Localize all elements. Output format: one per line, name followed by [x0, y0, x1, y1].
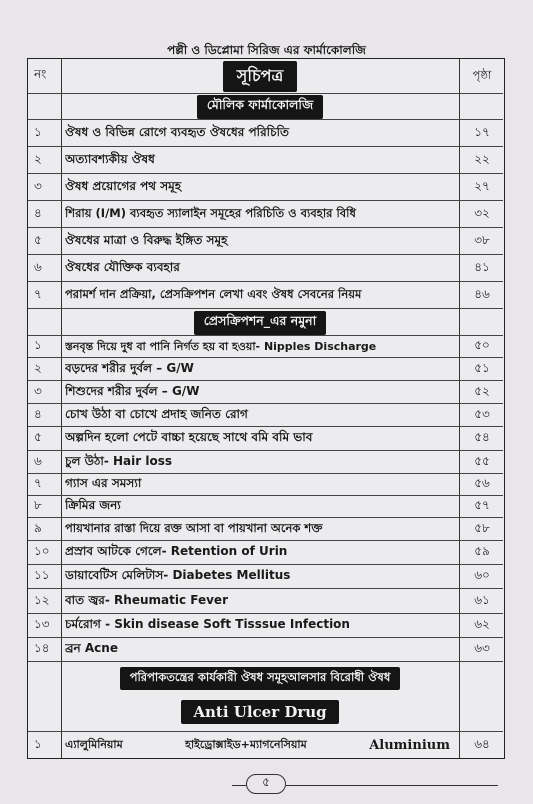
table-row[interactable]: ৭ গ্যাস এর সমস্যা ৫৬ — [28, 473, 503, 496]
table-row[interactable]: ৭ পরামর্শ দান প্রক্রিয়া, প্রেসক্রিপশন লেখা এবং ঔষধ সেবনের নিয়ম ৪৬ — [28, 281, 503, 309]
page-number: ৫ — [246, 774, 286, 794]
page-column-header: পৃষ্ঠা — [472, 67, 492, 82]
item-title-part: হাইড্রোক্সাইড+ম্যাগনেসিয়াম — [185, 738, 307, 751]
footer-rule — [286, 785, 498, 786]
table-row[interactable]: ১ এ্যালুমিনিয়াম হাইড্রোক্সাইড+ম্যাগনেসিয়াম Aluminium ৬৪ — [28, 731, 503, 759]
table-row[interactable]: ৫ ঔষধের মাত্রা ও বিরুদ্ধ ইঙ্গিত সমূহ ৩৮ — [28, 227, 503, 255]
table-row[interactable]: ১২ বাত জ্বর- Rheumatic Fever ৬১ — [28, 588, 503, 614]
item-title-part: এ্যালুমিনিয়াম — [65, 738, 123, 751]
table-row[interactable]: ৩ শিশুদের শরীর দুর্বল – G/W ৫২ — [28, 380, 503, 404]
table-row[interactable]: ২ বড়দের শরীর দুর্বল – G/W ৫১ — [28, 357, 503, 381]
section-header-row — [28, 308, 503, 336]
page-footer — [0, 773, 533, 797]
item-title-part: Aluminium — [369, 738, 450, 753]
section-header-row — [28, 93, 503, 120]
table-row[interactable]: ৫ অল্পদিন হলো পেটে বাচ্চা হয়েছে সাথে বমি বমি ভাব ৫৪ — [28, 426, 503, 451]
table-header-row — [28, 59, 503, 93]
section-title-basic-pharmacology: মৌলিক ফার্মাকোলজি — [197, 95, 323, 119]
table-row[interactable]: ১১ ডায়াবেটিস মেলিটাস- Diabetes Mellitus ৬০ — [28, 564, 503, 589]
table-row[interactable]: ৩ ঔষধ প্রয়োগের পথ সমূহ ২৭ — [28, 173, 503, 201]
table-row[interactable]: ১ স্তনবৃন্ত দিয়ে দুধ বা পানি নির্গত হয় বা হওয়া- Nipples Discharge ৫০ — [28, 335, 503, 358]
running-header: পল্লী ও ডিপ্লোমা সিরিজ এর ফার্মাকোলজি — [167, 43, 366, 57]
contents-title: সূচিপত্র — [223, 61, 297, 92]
section-title-digestive-drugs: পরিপাকতন্ত্রের কার্যকারী ঔষধ সমূহআলসার বিরোধী ঔষধ — [120, 667, 401, 690]
contents-table — [27, 58, 505, 759]
section-subtitle-anti-ulcer-drug: Anti Ulcer Drug — [181, 700, 338, 724]
footer-rule — [232, 785, 246, 786]
table-row[interactable]: ৪ শিরায় (I/M) ব্যবহৃত স্যালাইন সমূহের পরিচিতি ও ব্যবহার বিধি ৩২ — [28, 200, 503, 228]
table-row[interactable]: ৮ ক্রিমির জন্য ৫৭ — [28, 495, 503, 518]
section-header-row — [28, 661, 503, 732]
table-row[interactable]: ৬ চুল উঠা- Hair loss ৫৫ — [28, 450, 503, 474]
section-title-prescription-samples: প্রেসক্রিপশন_এর নমুনা — [194, 311, 327, 335]
table-row[interactable]: ১৪ ব্রন Acne ৬৩ — [28, 637, 503, 662]
num-column-header: নং — [34, 67, 47, 81]
table-row[interactable]: ২ অত্যাবশ্যকীয় ঔষধ ২২ — [28, 146, 503, 174]
table-row[interactable]: ১৩ চর্মরোগ - Skin disease Soft Tisssue Infection ৬২ — [28, 613, 503, 638]
table-row[interactable]: ৯ পায়খানার রাস্তা দিয়ে রক্ত আসা বা পায়খানা অনেক শক্ত ৫৮ — [28, 517, 503, 541]
table-row[interactable]: ১ ঔষধ ও বিভিন্ন রোগে ব্যবহৃত ঔষধের পরিচিতি ১৭ — [28, 119, 503, 147]
table-row[interactable]: ৪ চোখ উঠা বা চোখে প্রদাহ জনিত রোগ ৫৩ — [28, 403, 503, 427]
table-row[interactable]: ৬ ঔষধের যৌক্তিক ব্যবহার ৪১ — [28, 254, 503, 282]
table-row[interactable]: ১০ প্রস্রাব আটকে গেলে- Retention of Urin ৫৯ — [28, 540, 503, 565]
